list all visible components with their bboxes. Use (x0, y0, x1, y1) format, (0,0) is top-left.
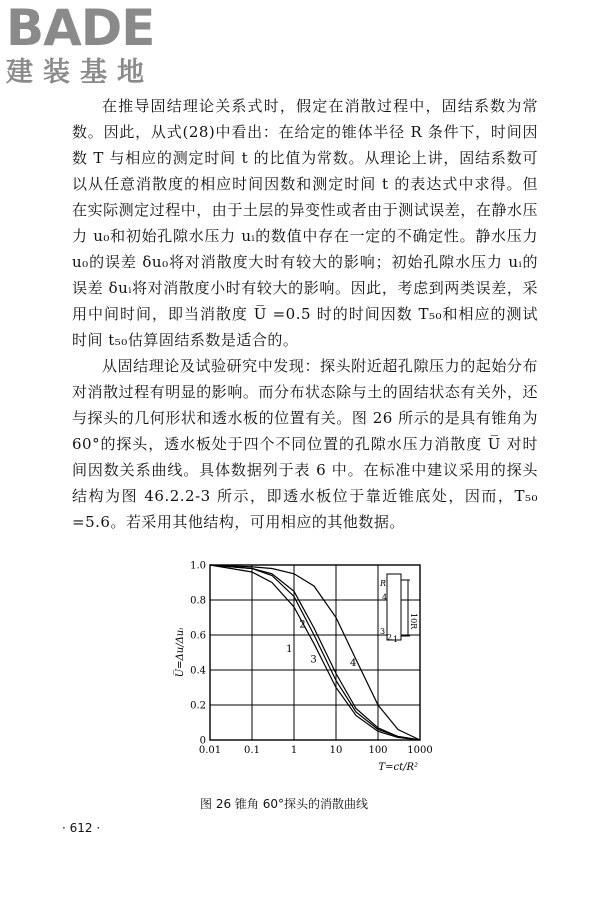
inset-label: 4 (382, 593, 388, 602)
brand-logo (6, 2, 206, 102)
probe-body (387, 574, 401, 640)
curve-label-2: 2 (299, 619, 306, 631)
y-axis-title: U̅=Δu/Δuᵢ (175, 627, 186, 678)
x-tick-label: 1 (290, 745, 298, 756)
paragraph-1-block (72, 93, 538, 353)
inset-label: 1 (393, 635, 399, 644)
paragraph-1: 在推导固结理论关系式时，假定在消散过程中，固结系数为常数。因此，从式(28)中看出：在给定的锥体半径 R 条件下，时间因数 T 与相应的测定时间 t 的比值为常数。从理论上讲，固结系数可以从任意消散度的相应时间因数和测定时间 t 的表达式中求得。但在实际测定过程中，由于土层的异变性或者由于测试误差，在静水压力 u₀和初始孔隙水压力 uᵢ的数值中存在一定的不确定性。静水压力 u₀的误差 δu₀将对消散度大时有较大的影响；初始孔隙水压力 uᵢ的误差 δuᵢ将对消散度小时有较大的影响。因此，考虑到两类误差，采用中间时间，即当消散度 U̅ =0.5 时的时间因数 T₅₀和相应的测试时间 t₅₀估算固结系数是适合的。 (72, 97, 538, 349)
dissipation-chart (165, 540, 455, 790)
paragraph-2: 从固结理论及试验研究中发现：探头附近超孔隙压力的起始分布对消散过程有明显的影响。而分布状态除与土的固结状态有关外，还与探头的几何形状和透水板的位置有关。图 26 所示的是具有锥角为 60°的探头，透水板处于四个不同位置的孔隙水压力消散度 U̅ 对时间因数关系曲线。具体数据列于表 6 中。在标准中建议采用的探头结构为图 46.2.2-3 所示，即透水板位于靠近锥底处，因而，T₅₀ =5.6。若采用其他结构，可用相应的其他数据。 (72, 357, 538, 531)
curve-label-3: 3 (310, 654, 317, 666)
x-tick-label: 10 (329, 745, 343, 756)
y-tick-label: 0 (199, 735, 206, 747)
x-tick-label: 1000 (407, 745, 433, 756)
figure-caption: 图 26 锥角 60°探头的消散曲线 (200, 797, 368, 811)
y-tick-label: 0.2 (190, 700, 206, 712)
x-tick-label: 0.01 (198, 745, 222, 756)
y-tick-label: 0.8 (190, 595, 206, 607)
logo-main-text: BADE (6, 0, 155, 57)
inset-label: 3 (380, 627, 386, 636)
inset-label: 2 (387, 633, 393, 642)
x-axis-title: T=ct/R² (378, 762, 418, 773)
y-tick-label: 0.4 (190, 665, 206, 677)
inset-label: 10R (409, 613, 418, 630)
curve-label-4: 4 (350, 658, 357, 669)
logo-sub-text: 建装基地 (6, 57, 154, 88)
y-tick-label: 1.0 (190, 560, 206, 572)
page-number: · 612 · (62, 821, 101, 835)
inset-label: R (380, 579, 387, 588)
y-tick-label: 0.6 (190, 630, 206, 642)
curve-label-1: 1 (286, 644, 293, 655)
x-tick-label: 0.1 (244, 745, 260, 756)
x-tick-label: 100 (368, 745, 388, 756)
probe-inset-diagram (379, 574, 418, 644)
paragraph-2-block (72, 353, 538, 535)
